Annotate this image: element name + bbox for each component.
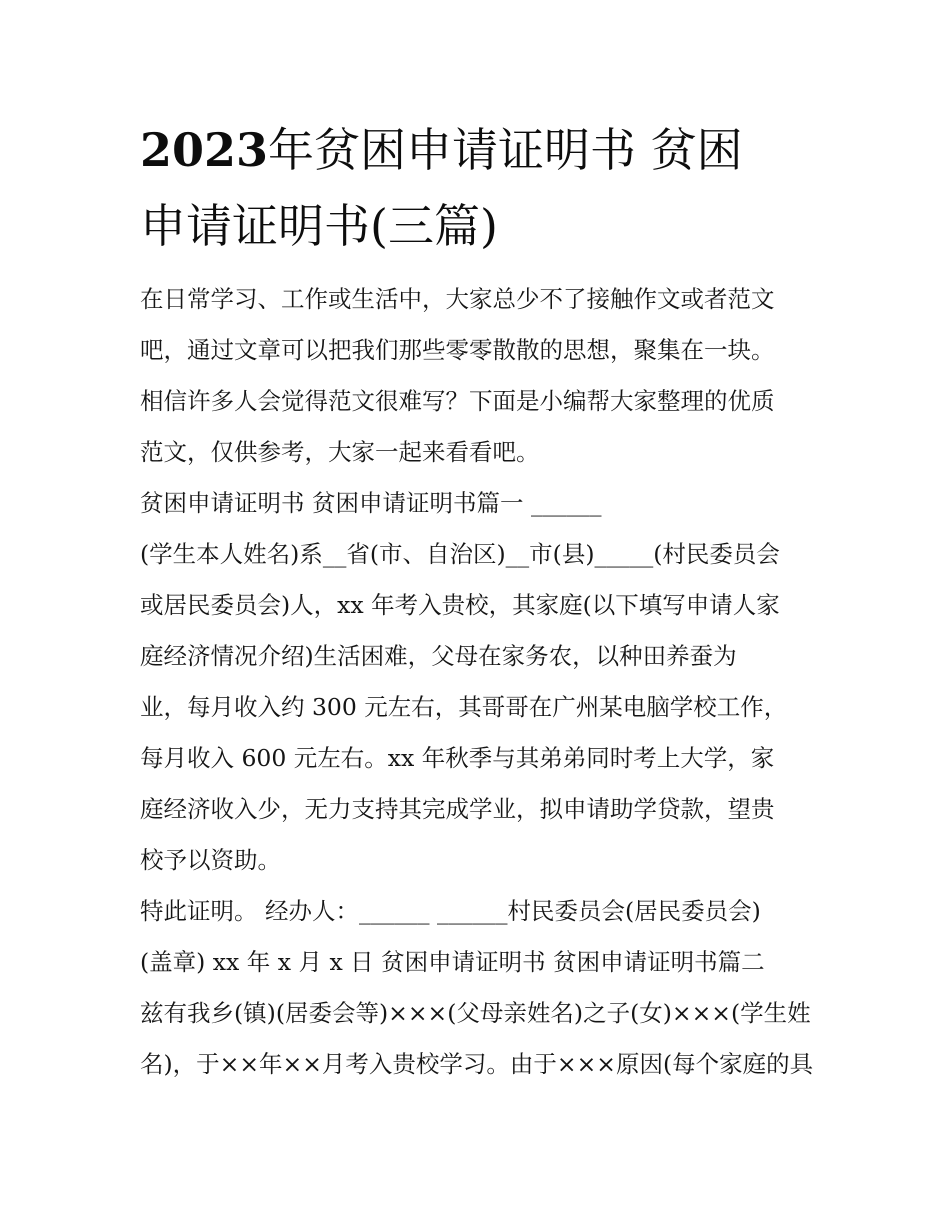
- body-line: 兹有我乡(镇)(居委会等)×××(父母亲姓名)之子(女)×××(学生姓: [140, 999, 811, 1027]
- body-line: 在日常学习、工作或生活中，大家总少不了接触作文或者范文: [140, 285, 775, 313]
- body-line: 庭经济情况介绍)生活困难，父母在家务农，以种田养蚕为: [140, 642, 737, 670]
- body-line: 贫困申请证明书 贫困申请证明书篇一 ______: [140, 489, 602, 517]
- title-year: 2023: [140, 123, 269, 177]
- document-title: [140, 112, 820, 264]
- body-line: (盖章) xx 年 x 月 x 日 贫困申请证明书 贫困申请证明书篇二: [140, 948, 765, 976]
- body-line: 名)，于××年××月考入贵校学习。由于×××原因(每个家庭的具: [140, 1050, 814, 1078]
- title-line1-rest: 年贫困申请证明书 贫困: [268, 123, 743, 177]
- title-line2: 申请证明书(三篇): [140, 199, 498, 253]
- body-line: 每月收入 600 元左右。xx 年秋季与其弟弟同时考上大学，家: [140, 744, 775, 772]
- body-line: (学生本人姓名)系__省(市、自治区)__市(县)_____(村民委员会: [140, 540, 780, 568]
- body-line: 或居民委员会)人，xx 年考入贵校，其家庭(以下填写申请人家: [140, 591, 780, 619]
- body-line: 范文，仅供参考，大家一起来看看吧。: [140, 438, 540, 466]
- body-line: 业，每月收入约 300 元左右，其哥哥在广州某电脑学校工作，: [140, 693, 788, 721]
- body-line: 吧，通过文章可以把我们那些零零散散的思想，聚集在一块。: [140, 336, 775, 364]
- body-line: 相信许多人会觉得范文很难写？下面是小编帮大家整理的优质: [140, 387, 775, 415]
- body-line: 庭经济收入少，无力支持其完成学业，拟申请助学贷款，望贵: [140, 795, 775, 823]
- body-line: 校予以资助。: [140, 846, 281, 874]
- body-line: 特此证明。 经办人：______ ______村民委员会(居民委员会): [140, 897, 761, 925]
- document-body: [140, 274, 820, 1090]
